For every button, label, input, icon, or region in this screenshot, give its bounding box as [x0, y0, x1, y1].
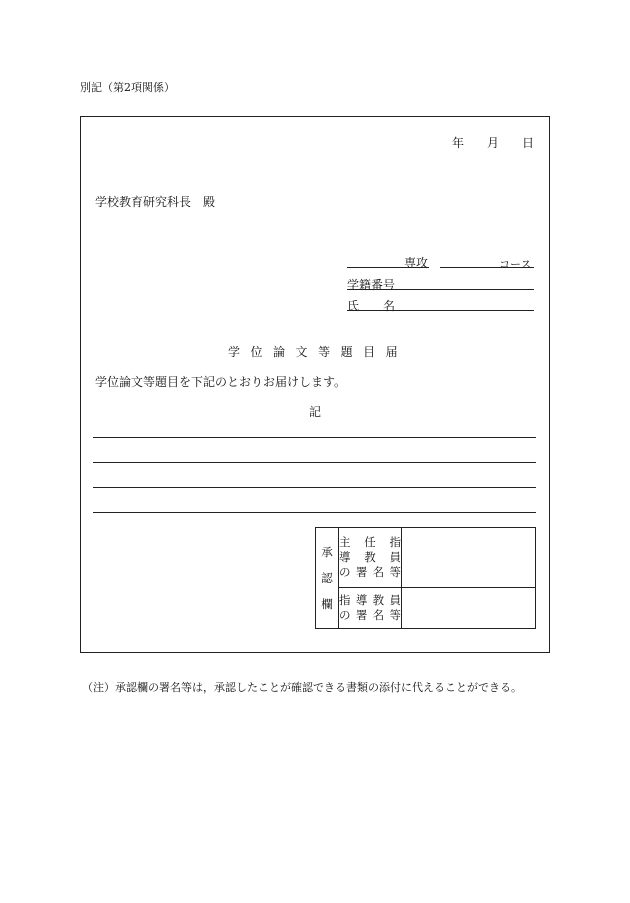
name-underline — [347, 310, 534, 311]
label-char: 教 — [372, 593, 385, 608]
label-char: 員 — [389, 550, 401, 565]
form-title-char: 論 — [273, 345, 286, 359]
label-line — [339, 550, 401, 565]
label-char: 等 — [389, 608, 401, 623]
label-char: 名 — [372, 565, 385, 580]
form-title-char: 文 — [295, 345, 308, 359]
ki-label: 記 — [309, 405, 322, 419]
supervisor-label — [339, 528, 402, 588]
body-text: 学位論文等題目を下記のとおりお届けします。 — [95, 375, 347, 389]
date-year: 年 — [452, 136, 465, 150]
addressee-name: 学校教育研究科長 — [95, 195, 192, 209]
date-day: 日 — [521, 136, 534, 150]
label-char: 署 — [355, 565, 368, 580]
label-char: 教 — [364, 550, 376, 565]
student-id-label: 学籍番号 — [347, 278, 396, 292]
label-char: 等 — [389, 565, 401, 580]
form-title-char: 等 — [318, 345, 331, 359]
label-char: 導 — [339, 550, 351, 565]
label-line — [339, 593, 401, 608]
label-line — [339, 608, 401, 623]
course-underline — [440, 267, 534, 268]
label-char: 導 — [355, 593, 368, 608]
approval-side-char: 認 — [321, 571, 333, 585]
major-underline — [347, 267, 429, 268]
addressee — [95, 193, 215, 210]
label-char: 指 — [389, 535, 401, 550]
label-char: 員 — [389, 593, 401, 608]
form-title — [228, 343, 398, 360]
supervisor-signature-cell[interactable] — [402, 528, 536, 588]
approval-side-label — [316, 528, 339, 629]
title-line-4 — [93, 512, 536, 513]
label-char: の — [339, 565, 351, 580]
form-title-char: 学 — [228, 345, 241, 359]
label-line — [339, 535, 401, 550]
advisor-label — [339, 588, 402, 629]
form-title-char: 届 — [385, 345, 398, 359]
title-line-2 — [93, 462, 536, 463]
addressee-honorific: 殿 — [203, 195, 216, 209]
form-title-char: 目 — [363, 345, 376, 359]
approval-side-char: 承 — [321, 545, 333, 559]
name-label: 氏 名 — [347, 299, 396, 313]
reference-label: 別記（第2項関係） — [80, 81, 175, 94]
form-title-char: 位 — [250, 345, 263, 359]
footnote: （注）承認欄の署名等は，承認したことが確認できる書類の添付に代えることができる。 — [82, 681, 522, 694]
approval-table — [315, 527, 536, 629]
label-char: 指 — [339, 593, 351, 608]
form-title-char: 題 — [340, 345, 353, 359]
label-char: 任 — [364, 535, 376, 550]
title-line-1 — [93, 437, 536, 438]
label-char: 主 — [339, 535, 351, 550]
label-char: 名 — [372, 608, 385, 623]
date-month: 月 — [486, 136, 499, 150]
label-line — [339, 565, 401, 580]
approval-side-char: 欄 — [321, 597, 333, 611]
date-row — [452, 134, 534, 151]
student-id-underline — [347, 289, 534, 290]
major-label: 専攻 — [404, 256, 429, 270]
label-char: の — [339, 608, 351, 623]
title-line-3 — [93, 487, 536, 488]
label-char: 署 — [355, 608, 368, 623]
advisor-signature-cell[interactable] — [402, 588, 536, 629]
course-label: コース — [499, 258, 532, 271]
